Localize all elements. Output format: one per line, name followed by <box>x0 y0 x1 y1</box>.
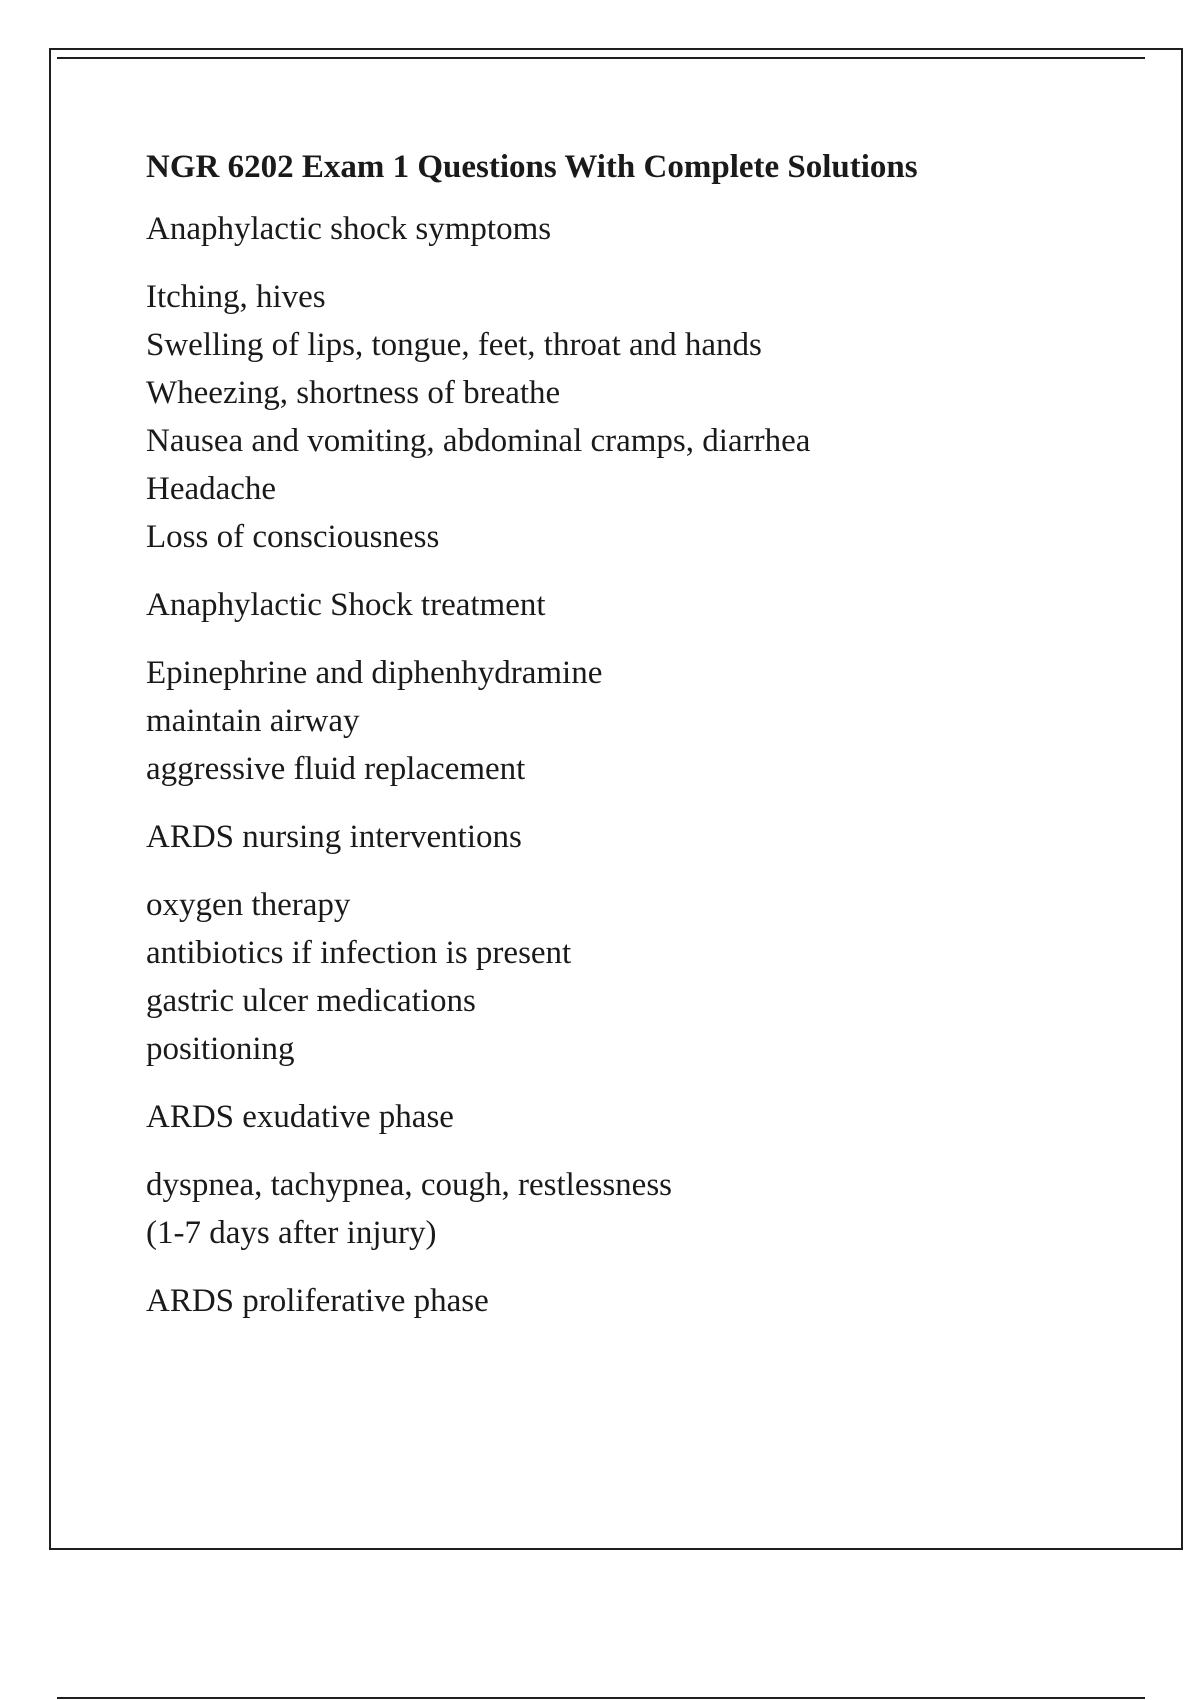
question-text: ARDS nursing interventions <box>146 819 522 855</box>
answer-line: Swelling of lips, tongue, feet, throat and hands <box>146 327 762 363</box>
header-rule <box>57 57 1145 59</box>
qa-block-ards-proliferative <box>146 1277 1146 1325</box>
answer-line: Headache <box>146 471 277 507</box>
answer-line: dyspnea, tachypnea, cough, restlessness <box>146 1167 673 1203</box>
answer-line: Epinephrine and diphenhydramine <box>146 655 603 691</box>
qa-block-ards-exudative <box>146 1093 1146 1257</box>
answer-line: (1-7 days after injury) <box>146 1215 437 1251</box>
answer-text <box>146 1161 1146 1257</box>
answer-text <box>146 649 1146 793</box>
answer-line: Itching, hives <box>146 279 326 315</box>
answer-line: gastric ulcer medications <box>146 983 476 1019</box>
question-text: ARDS exudative phase <box>146 1099 454 1135</box>
question-text: Anaphylactic shock symptoms <box>146 211 552 247</box>
answer-line: aggressive fluid replacement <box>146 751 526 787</box>
answer-line: Wheezing, shortness of breathe <box>146 375 561 411</box>
answer-text <box>146 881 1146 1073</box>
qa-block-ards-interventions <box>146 813 1146 1073</box>
qa-block-anaphylactic-symptoms <box>146 205 1146 561</box>
answer-line: Loss of consciousness <box>146 519 440 555</box>
question-text: ARDS proliferative phase <box>146 1283 489 1319</box>
footer-rule <box>57 1697 1145 1699</box>
document-body <box>146 141 1146 1345</box>
document-title: NGR 6202 Exam 1 Questions With Complete Solutions <box>146 149 918 185</box>
answer-line: oxygen therapy <box>146 887 351 923</box>
qa-block-anaphylactic-treatment <box>146 581 1146 793</box>
question-text: Anaphylactic Shock treatment <box>146 587 546 623</box>
answer-line: Nausea and vomiting, abdominal cramps, diarrhea <box>146 423 811 459</box>
answer-line: maintain airway <box>146 703 360 739</box>
answer-line: positioning <box>146 1031 295 1067</box>
answer-text <box>146 273 1146 561</box>
answer-line: antibiotics if infection is present <box>146 935 572 971</box>
